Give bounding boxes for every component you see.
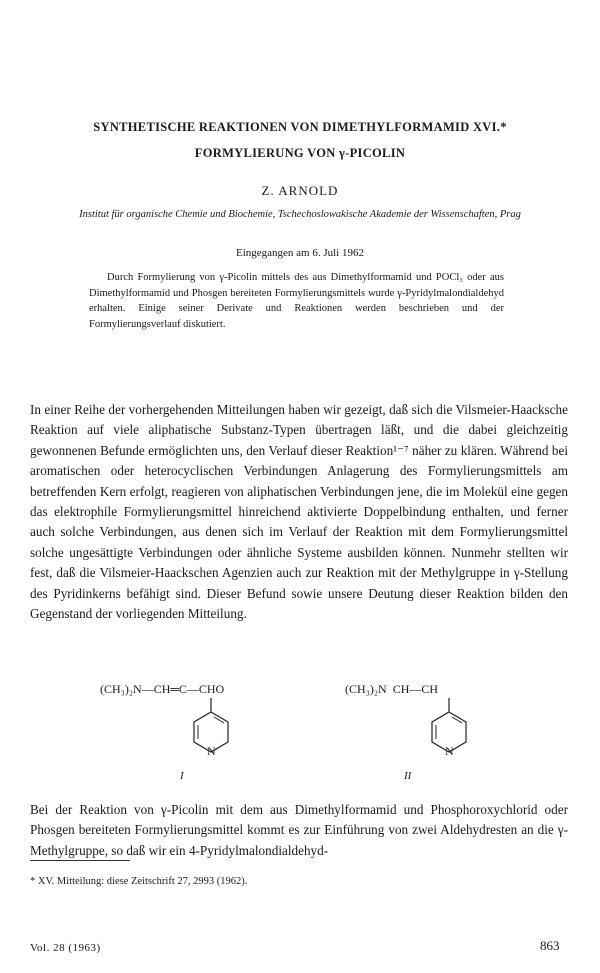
structure-ii-ring-nitrogen: N [445,744,454,758]
abstract: Durch Formylierung von γ-Picolin mittels des aus Dimethylformamid und POCl₃ oder aus Dimethylformamid und Phosgen bereiteten Formylierungsmittels wurde γ-Pyridylmalondialdehyd erhalten. Einige seiner Derivate und Reaktionen werden beschrieben und der Formylierungsverlauf diskutiert. [89,272,504,330]
structure-ii-formula: (CH₃)₂N CH—CH [345,682,439,696]
page-number: 863 [540,938,560,953]
structure-i-ring-nitrogen: N [207,744,216,758]
chemical-structures [0,680,600,790]
structure-i-label: I [180,770,184,782]
article-title-line2: FORMYLIERUNG VON γ-PICOLIN [194,146,406,160]
structure-i-formula: (CH₃)₂N—CH═C—CHO [100,682,225,696]
body-paragraph-1: In einer Reihe der vorhergehenden Mitteilungen haben wir gezeigt, daß sich die Vilsmeier-Haacksche Reaktion auf viele aliphatische Substanz-Typen übertragen läßt, und die dabei gleichzeitig gewonnenen Befunde ermöglichten uns, den Verlauf dieser Reaktion¹⁻⁷ näher zu klären. Während bei aromatischen oder heterocyclischen Verbindungen Anlagerung des Formylierungsmittels am betreffenden Kern erfolgt, reagieren von aliphatischen Verbindungen jene, die im Molekül eine gegen das elektrophile Formylierungsmittel hinreichend aktivierte Doppelbindung enthalten, und ferner auch solche Verbindungen, aus denen sich im Verlauf der Reaktion mit dem Formylierungsmittel solche ungesättigte Verbindungen oder ähnliche Systeme ausbilden können. Nunmehr stellten wir fest, daß die Vilsmeier-Haackschen Agenzien auch zur Reaktion mit der Methylgruppe in γ-Stellung des Pyridinkerns befähigt sind. Dieser Befund sowie unsere Deutung dieser Reaktion bilden den Gegenstand der vorliegenden Mitteilung. [30,402,568,622]
footnote-divider [30,860,130,861]
received-date: Eingegangen am 6. Juli 1962 [235,247,364,259]
body-paragraph-2: Bei der Reaktion von γ-Picolin mit dem aus Dimethylformamid und Phosphoroxychlorid oder Phosgen bereiteten Formylierungsmittel kommt es zur Einführung von zwei Aldehydresten an die γ-Methylgruppe, so daß wir ein 4-Pyridylmalondialdehyd- [30,802,568,858]
author-name: Z. ARNOLD [261,183,339,198]
article-title-line1: SYNTHETISCHE REAKTIONEN VON DIMETHYLFORMAMID XVI.* [93,120,507,134]
volume-info: Vol. 28 (1963) [30,942,101,954]
affiliation: Institut für organische Chemie und Biochemie, Tschechoslowakische Akademie der Wissenschaften, Prag [79,209,521,220]
structure-ii-label: II [404,770,412,782]
footnote: * XV. Mitteilung: diese Zeitschrift 27, 2993 (1962). [30,876,248,887]
